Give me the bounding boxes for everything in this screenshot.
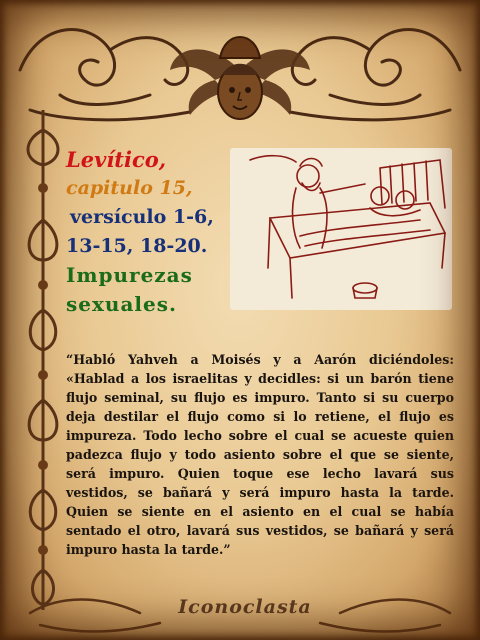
top-ornament-cherub xyxy=(0,0,480,150)
title-verses-cont: 13-15, 18-20. xyxy=(66,235,208,257)
scripture-quote xyxy=(66,350,454,559)
left-vine-ornament xyxy=(18,110,68,610)
woodcut-illustration xyxy=(230,148,452,310)
title-chapter: capitulo 15, xyxy=(66,177,193,199)
title-topic: Impurezas xyxy=(66,263,193,287)
title-book: Levítico, xyxy=(66,147,167,172)
signature: Iconoclasta xyxy=(178,596,312,618)
title-verses: versículo 1-6, xyxy=(70,206,214,228)
title-block xyxy=(66,145,236,319)
quote-text: “Habló Yahveh a Moisés y a Aarón diciéndoles: «Hablad a los israelitas y decidles: si un barón tiene flujo seminal, su flujo es impuro. Tanto si su cuerpo deja destilar el flujo como si lo retiene, el flujo es impureza. Todo lecho sobre el cual se acueste quien padezca flujo y todo asiento sobre el que se siente, será impuro. Quien toque ese lecho lavará sus vestidos, se bañará y será impuro hasta la tarde. Quien se siente en el asiento en el cual se había sentado el otro, lavará sus vestidos, se bañará y será impuro hasta la tarde.” xyxy=(66,352,454,557)
title-topic-cont: sexuales. xyxy=(66,292,177,316)
